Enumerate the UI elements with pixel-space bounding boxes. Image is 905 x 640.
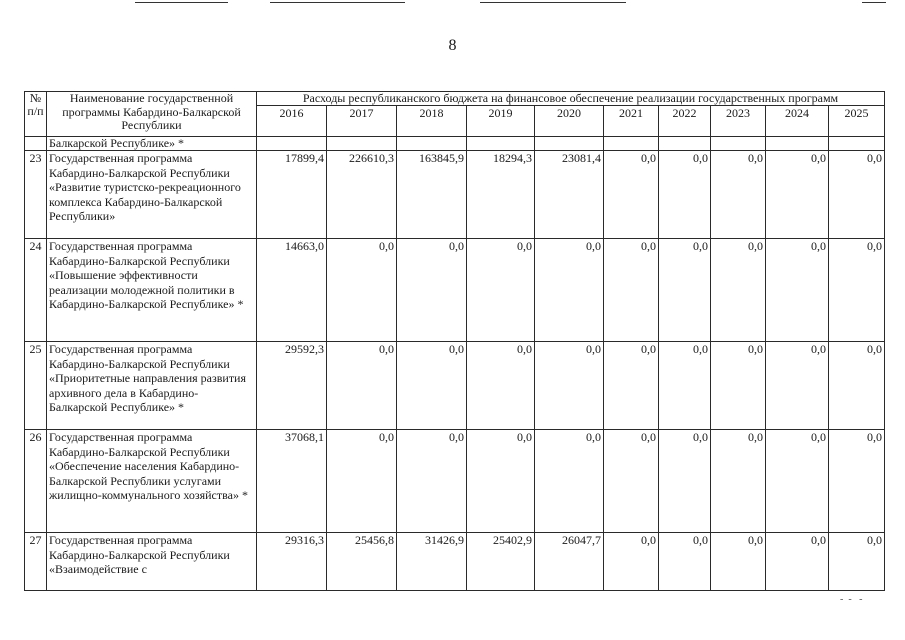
value-cell (535, 137, 604, 151)
value-cell (397, 137, 467, 151)
column-header-name: Наименование государственной программы Кабардино-Балкарской Республики (47, 92, 257, 137)
column-header-year: 2024 (766, 106, 829, 137)
scan-top-line-1 (135, 2, 228, 3)
program-name: Балкарской Республике» * (47, 137, 257, 151)
value-cell: 0,0 (711, 533, 766, 591)
value-cell: 0,0 (829, 239, 885, 342)
value-cell: 0,0 (467, 342, 535, 430)
program-name: Государственная программа Кабардино-Балкарской Республики «Приоритетные направления развития архивного дела в Кабардино-Балкарской Республике» * (47, 342, 257, 430)
value-cell: 0,0 (711, 239, 766, 342)
column-header-year: 2017 (327, 106, 397, 137)
value-cell: 0,0 (467, 239, 535, 342)
value-cell (711, 137, 766, 151)
value-cell: 163845,9 (397, 151, 467, 239)
value-cell: 0,0 (467, 430, 535, 533)
value-cell (829, 137, 885, 151)
column-header-year: 2021 (604, 106, 659, 137)
value-cell: 0,0 (659, 430, 711, 533)
value-cell: 0,0 (604, 342, 659, 430)
value-cell: 0,0 (659, 533, 711, 591)
table-row (25, 430, 885, 533)
scan-mark-bottom: - - - (840, 594, 863, 605)
budget-table (24, 91, 885, 591)
value-cell: 29316,3 (257, 533, 327, 591)
value-cell: 0,0 (829, 151, 885, 239)
column-header-year: 2018 (397, 106, 467, 137)
value-cell: 18294,3 (467, 151, 535, 239)
value-cell: 226610,3 (327, 151, 397, 239)
column-header-year: 2020 (535, 106, 604, 137)
value-cell: 0,0 (711, 151, 766, 239)
value-cell: 0,0 (766, 151, 829, 239)
value-cell: 25456,8 (327, 533, 397, 591)
value-cell (659, 137, 711, 151)
value-cell: 31426,9 (397, 533, 467, 591)
page-number: 8 (448, 37, 457, 54)
scan-top-line-4 (862, 2, 886, 3)
value-cell: 0,0 (766, 533, 829, 591)
value-cell: 0,0 (766, 239, 829, 342)
value-cell: 0,0 (829, 342, 885, 430)
value-cell: 0,0 (535, 430, 604, 533)
value-cell: 0,0 (766, 430, 829, 533)
value-cell (467, 137, 535, 151)
column-header-year: 2023 (711, 106, 766, 137)
column-header-year: 2022 (659, 106, 711, 137)
value-cell: 0,0 (397, 430, 467, 533)
row-number: 26 (25, 430, 47, 533)
scan-top-line-2 (270, 2, 405, 3)
value-cell: 0,0 (829, 430, 885, 533)
table-row (25, 342, 885, 430)
continuation-row (25, 137, 885, 151)
value-cell: 37068,1 (257, 430, 327, 533)
row-number: 25 (25, 342, 47, 430)
program-name: Государственная программа Кабардино-Балкарской Республики «Развитие туристско-рекреационного комплекса Кабардино-Балкарской Республики» (47, 151, 257, 239)
value-cell: 14663,0 (257, 239, 327, 342)
value-cell: 0,0 (535, 342, 604, 430)
value-cell: 0,0 (829, 533, 885, 591)
program-name: Государственная программа Кабардино-Балкарской Республики «Взаимодействие с (47, 533, 257, 591)
value-cell: 26047,7 (535, 533, 604, 591)
column-header-number: № п/п (25, 92, 47, 137)
value-cell: 0,0 (766, 342, 829, 430)
value-cell: 0,0 (659, 151, 711, 239)
value-cell: 0,0 (604, 239, 659, 342)
value-cell: 0,0 (535, 239, 604, 342)
value-cell (327, 137, 397, 151)
scan-top-line-3 (480, 2, 626, 3)
value-cell: 0,0 (327, 239, 397, 342)
row-number: 27 (25, 533, 47, 591)
value-cell: 0,0 (397, 239, 467, 342)
value-cell (604, 137, 659, 151)
value-cell: 0,0 (604, 151, 659, 239)
value-cell: 23081,4 (535, 151, 604, 239)
value-cell (766, 137, 829, 151)
value-cell: 0,0 (711, 342, 766, 430)
column-header-year: 2016 (257, 106, 327, 137)
program-name: Государственная программа Кабардино-Балкарской Республики «Повышение эффективности реализации молодежной политики в Кабардино-Балкарской Республике» * (47, 239, 257, 342)
row-number: 23 (25, 151, 47, 239)
row-number (25, 137, 47, 151)
value-cell: 0,0 (659, 239, 711, 342)
column-header-expenses: Расходы республиканского бюджета на финансовое обеспечение реализации государственных программ (257, 92, 885, 106)
column-header-year: 2025 (829, 106, 885, 137)
table-row (25, 239, 885, 342)
program-name: Государственная программа Кабардино-Балкарской Республики «Обеспечение населения Кабардино-Балкарской Республики услугами жилищно-коммунального хозяйства» * (47, 430, 257, 533)
value-cell: 0,0 (397, 342, 467, 430)
value-cell: 0,0 (711, 430, 766, 533)
table-row (25, 533, 885, 591)
value-cell: 0,0 (659, 342, 711, 430)
value-cell: 0,0 (327, 342, 397, 430)
value-cell: 29592,3 (257, 342, 327, 430)
column-header-year: 2019 (467, 106, 535, 137)
value-cell: 0,0 (604, 430, 659, 533)
table-row (25, 151, 885, 239)
value-cell (257, 137, 327, 151)
value-cell: 17899,4 (257, 151, 327, 239)
value-cell: 0,0 (604, 533, 659, 591)
header-row-1 (25, 92, 885, 106)
value-cell: 25402,9 (467, 533, 535, 591)
row-number: 24 (25, 239, 47, 342)
value-cell: 0,0 (327, 430, 397, 533)
